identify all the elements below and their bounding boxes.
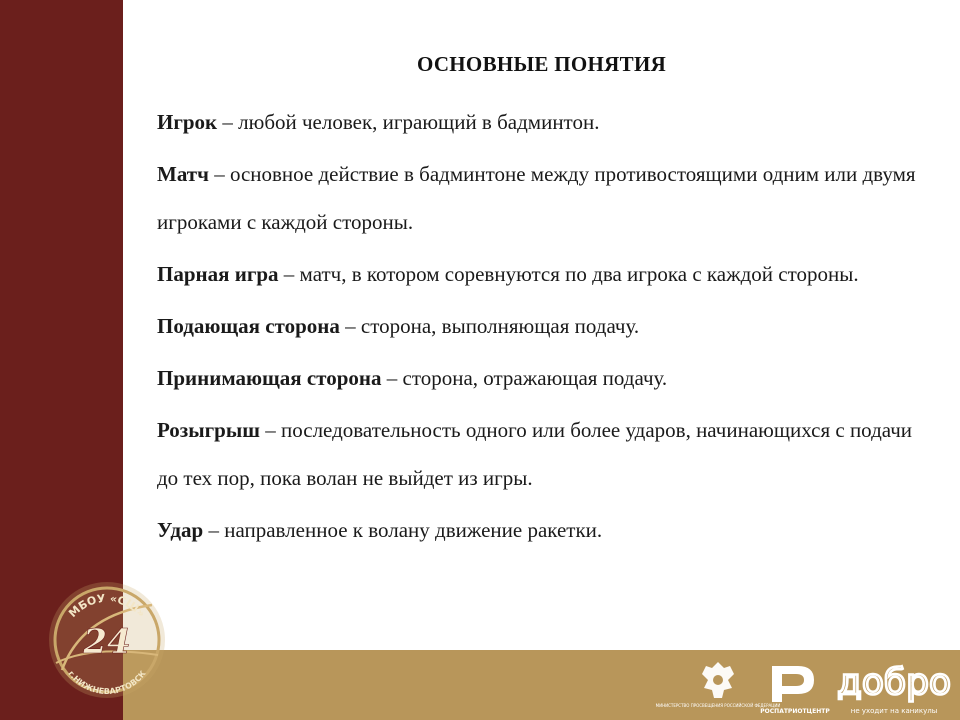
- definition-item: [157, 506, 917, 554]
- ministry-emblem-icon: [655, 658, 781, 716]
- definition-text: – последовательность одного или более ударов, начинающихся с подачи до тех пор, пока волан не выйдет из игры.: [157, 418, 913, 490]
- definition-text: – направленное к волану движение ракетки.: [203, 518, 603, 542]
- definition-term: Удар: [157, 518, 204, 542]
- definition-term: Игрок: [157, 110, 218, 134]
- definition-item: [157, 98, 917, 146]
- rospatriot-caption: РОСПАТРИОТЦЕНТР: [760, 708, 830, 715]
- definitions-list: [157, 98, 917, 558]
- definition-text: – любой человек, играющий в бадминтон.: [217, 110, 600, 134]
- definition-text: – сторона, выполняющая подачу.: [339, 314, 640, 338]
- dobro-logo: [838, 656, 950, 718]
- definition-text: – матч, в котором соревнуются по два игрока с каждой стороны.: [278, 262, 859, 286]
- definition-item: [157, 250, 917, 298]
- school-logo-bottom-text: г.НИЖНЕВАРТОВСК: [66, 669, 148, 697]
- definition-term: Матч: [157, 162, 209, 186]
- definition-term: Принимающая сторона: [157, 366, 382, 390]
- dobro-word: добро: [837, 662, 951, 703]
- definition-term: Розыгрыш: [157, 418, 260, 442]
- dobro-caption: не уходит на каникулы: [850, 707, 938, 715]
- definition-text: – основное действие в бадминтоне между противостоящими одним или двумя игроками с каждой стороны.: [157, 162, 916, 234]
- ministry-caption: МИНИСТЕРСТВО ПРОСВЕЩЕНИЯ РОССИЙСКОЙ ФЕДЕРАЦИИ: [655, 703, 781, 708]
- school-logo-monogram: 24: [83, 622, 131, 662]
- rospatriot-logo: [760, 660, 830, 716]
- definition-item: [157, 406, 917, 502]
- school-logo-top-text: МБОУ «СШ»: [66, 591, 148, 621]
- bottom-decor-band: [123, 650, 960, 720]
- school-logo: [42, 575, 172, 705]
- definition-item: [157, 354, 917, 402]
- definition-term: Парная игра: [157, 262, 279, 286]
- definition-item: [157, 150, 917, 246]
- definition-term: Подающая сторона: [157, 314, 340, 338]
- definition-text: – сторона, отражающая подачу.: [381, 366, 668, 390]
- definition-item: [157, 302, 917, 350]
- slide-title: ОСНОВНЫЕ ПОНЯТИЯ: [416, 52, 667, 76]
